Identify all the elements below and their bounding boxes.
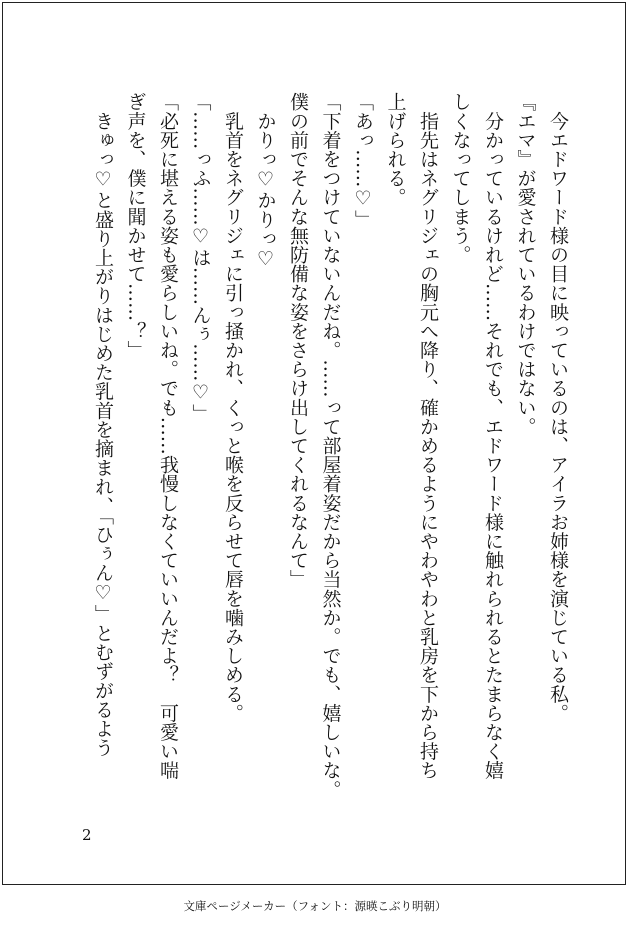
text-line: ぎ声を、僕に聞かせて……？」	[124, 92, 147, 360]
text-line: きゅっ♡と盛り上がりはじめた乳首を摘まれ、「ひぅん♡」とむずがるよう	[92, 92, 114, 757]
text-line: 乳首をネグリジェに引っ掻かれ、くっと喉を反らせて唇を噛みしめる。	[222, 92, 244, 723]
text-line: 「あっ……♡」	[352, 92, 374, 229]
text-line: かりっ♡かりっ♡	[254, 92, 277, 270]
text-line: 『エマ』が愛されているわけではない。	[514, 92, 537, 436]
text-line: 僕の前でそんな無防備な姿をさらけ出してくれるなんて」	[287, 92, 309, 589]
footer-caption: 文庫ページメーカー（フォント：源暎こぶり明朝）	[183, 899, 447, 913]
page-number: 2	[82, 826, 92, 844]
text-line: しくなってしまう。	[449, 92, 472, 264]
vertical-text-body	[92, 92, 574, 812]
text-line: 今エドワード様の目に映っているのは、アイラお姉様を演じている私。	[547, 92, 569, 723]
text-line: 上げられる。	[384, 92, 407, 207]
text-line: 「……っふ……♡は……んぅ……♡」	[189, 92, 212, 423]
text-line: 「必死に堪える姿も愛らしいね。でも……我慢しなくていいんだよ？ 可愛い喘	[157, 92, 179, 780]
text-line: 分かっているけれど……それでも、エドワード様に触れられるとたまらなく嬉	[482, 92, 504, 780]
text-line: 指先はネグリジェの胸元へ降り、確かめるようにやわやわと乳房を下から持ち	[417, 92, 439, 780]
text-line: 「下着をつけていないんだね。……って部屋着姿だから当然か。でも、嬉しいな。	[319, 92, 342, 799]
